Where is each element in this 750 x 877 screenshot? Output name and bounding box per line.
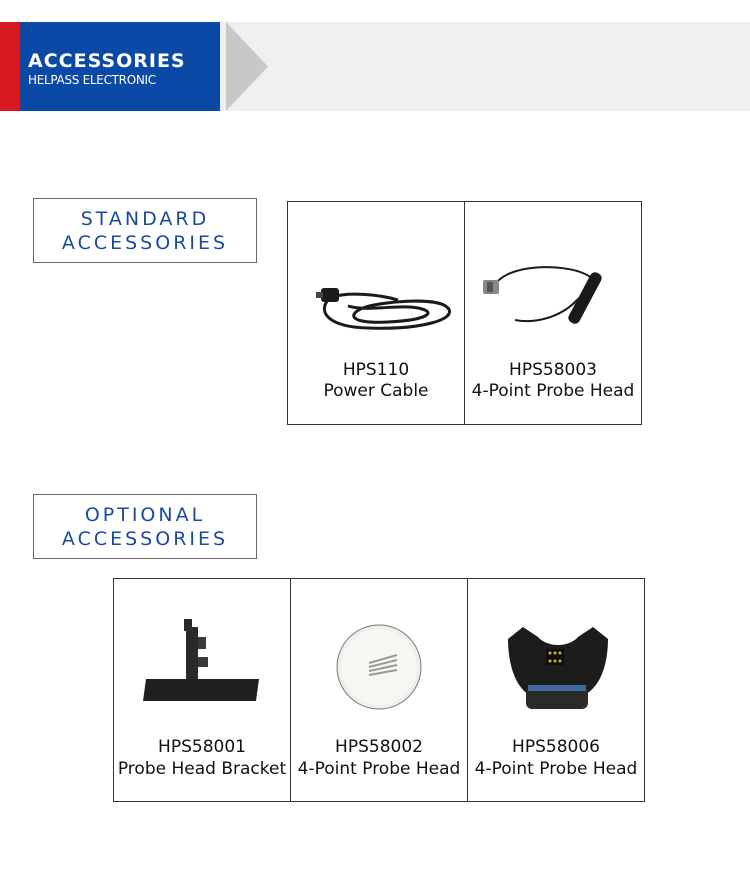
accessory-card: [114, 579, 291, 801]
accessory-code: HPS58003: [509, 360, 597, 380]
accessory-description: Probe Head Bracket: [117, 759, 287, 779]
accessory-code: HPS58006: [512, 737, 600, 757]
optional-label-line1: OPTIONAL: [84, 503, 206, 526]
power-cable-icon: [288, 242, 465, 342]
accessory-description: Power Cable: [323, 381, 429, 401]
accessory-code: HPS58002: [335, 737, 423, 757]
accessory-description: 4-Point Probe Head: [471, 381, 635, 401]
accessory-card: [465, 202, 641, 424]
company-name: HELPASS ELECTRONIC: [28, 73, 156, 87]
header-banner: [0, 22, 750, 111]
accessory-card: [291, 579, 468, 801]
page-title: ACCESSORIES: [28, 50, 186, 72]
optional-accessories-grid: [113, 578, 645, 802]
probe-head-pen-icon: [465, 262, 641, 342]
optional-label-line2: ACCESSORIES: [61, 527, 229, 550]
accessory-description: 4-Point Probe Head: [297, 759, 461, 779]
accessory-code: HPS110: [342, 360, 410, 380]
accessory-card: [468, 579, 644, 801]
header-red-stripe: [0, 22, 20, 111]
standard-accessories-grid: [287, 201, 642, 425]
standard-label-line2: ACCESSORIES: [61, 231, 229, 254]
accessory-description: 4-Point Probe Head: [474, 759, 638, 779]
probe-bracket-icon: [114, 609, 291, 709]
accessory-code: HPS58001: [158, 737, 246, 757]
optional-accessories-label: [33, 494, 257, 559]
chevron-right-icon: [226, 22, 268, 111]
probe-head-white-icon: [291, 619, 468, 719]
standard-accessories-label: [33, 198, 257, 263]
probe-head-black-icon: [468, 599, 644, 719]
accessory-card: [288, 202, 465, 424]
header-title-block: [20, 22, 220, 111]
standard-label-line1: STANDARD: [80, 207, 210, 230]
